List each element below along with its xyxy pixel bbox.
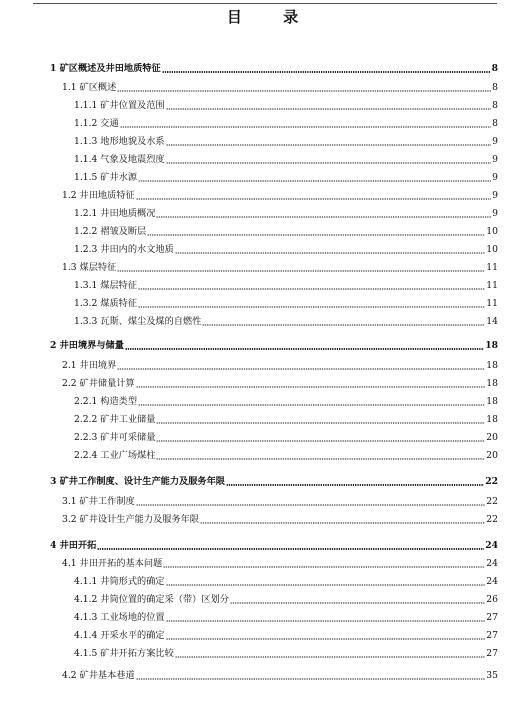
dot-leader (175, 247, 485, 254)
toc-entry[interactable] (50, 62, 498, 76)
toc-entry-page: 22 (486, 496, 498, 507)
toc-entry[interactable] (62, 513, 498, 527)
toc-entry-page: 20 (486, 432, 498, 443)
toc-entry[interactable] (62, 495, 498, 509)
toc-entry-page: 9 (492, 208, 498, 219)
toc-entry-title: 1.1.2 交通 (74, 118, 119, 129)
toc-entry-page: 20 (486, 450, 498, 461)
toc-entry-title: 4.1.1 井筒形式的确定 (74, 576, 165, 587)
toc-entry[interactable] (74, 99, 498, 113)
toc-entry-title: 1.2.1 井田地质概况 (74, 208, 156, 219)
toc-entry[interactable] (74, 593, 498, 607)
toc-entry-page: 18 (486, 378, 498, 389)
dot-leader (230, 597, 485, 604)
dot-leader (138, 175, 491, 182)
toc-entry-page: 9 (492, 190, 498, 201)
toc-entry[interactable] (74, 279, 498, 293)
toc-entry[interactable] (74, 243, 498, 257)
toc-entry-page: 22 (486, 514, 498, 525)
toc-entry-title: 3 矿井工作制度、设计生产能力及服务年限 (50, 476, 225, 487)
toc-entry-page: 11 (486, 298, 498, 309)
toc-entry-page: 11 (486, 262, 498, 273)
dot-leader (117, 265, 485, 272)
toc-entry-title: 2.2.2 矿井工业储量 (74, 414, 156, 425)
toc-entry[interactable] (62, 557, 498, 571)
toc-entry-title: 4.1.3 工业场地的位置 (74, 612, 165, 623)
toc-entry-page: 10 (486, 244, 498, 255)
toc-entry[interactable] (50, 339, 498, 353)
dot-leader (138, 301, 485, 308)
toc-entry-title: 1.3.1 煤层特征 (74, 280, 138, 291)
dot-leader (202, 319, 485, 326)
toc-entry-title: 1.2.2 褶皱及断层 (74, 226, 147, 237)
toc-entry[interactable] (50, 475, 498, 489)
toc-entry-title: 2.2.4 工业广场煤柱 (74, 450, 156, 461)
toc-entry[interactable] (74, 431, 498, 445)
toc-entry[interactable] (74, 315, 498, 329)
toc-entry[interactable] (62, 359, 498, 373)
dot-leader (97, 543, 484, 550)
toc-entry-page: 22 (485, 476, 498, 487)
toc-entry-page: 8 (492, 100, 498, 111)
dot-leader (166, 633, 486, 640)
toc-entry-page: 18 (486, 360, 498, 371)
toc-entry-page: 8 (492, 118, 498, 129)
toc-entry[interactable] (74, 647, 498, 661)
toc-entry-title: 4 井田开拓 (50, 540, 97, 551)
dot-leader (163, 561, 485, 568)
toc-entry-page: 26 (486, 594, 498, 605)
toc-entry-title: 1.1 矿区概述 (62, 82, 117, 93)
toc-entry[interactable] (74, 171, 498, 185)
dot-leader (138, 399, 485, 406)
toc-entry-title: 2 井田境界与储量 (50, 340, 124, 351)
toc-entry-title: 2.2.3 矿井可采储量 (74, 432, 156, 443)
toc-entry-page: 8 (492, 82, 498, 93)
dot-leader (117, 85, 491, 92)
toc-entry-title: 4.1.4 开采水平的确定 (74, 630, 165, 641)
toc-entry[interactable] (74, 153, 498, 167)
toc-entry-page: 18 (485, 340, 498, 351)
toc-entry-title: 1.1.4 气象及地震烈度 (74, 154, 165, 165)
toc-entry[interactable] (62, 377, 498, 391)
toc-entry[interactable] (74, 297, 498, 311)
dot-leader (162, 66, 491, 73)
dot-leader (120, 121, 491, 128)
toc-entry[interactable] (74, 395, 498, 409)
toc-entry-page: 27 (486, 648, 498, 659)
toc-entry-title: 1.1.1 矿井位置及范围 (74, 100, 165, 111)
dot-leader (166, 139, 491, 146)
toc-entry-page: 10 (486, 226, 498, 237)
dot-leader (226, 479, 484, 486)
toc-entry[interactable] (74, 207, 498, 221)
toc-entry[interactable] (62, 189, 498, 203)
toc-entry-page: 18 (486, 414, 498, 425)
toc-entry-page: 27 (486, 630, 498, 641)
toc-entry[interactable] (74, 135, 498, 149)
toc-entry-page: 27 (486, 612, 498, 623)
toc-entry-title: 1.3 煤层特征 (62, 262, 117, 273)
toc-entry-title: 1.1.5 矿井水源 (74, 172, 138, 183)
toc-entry-title: 1.2 井田地质特征 (62, 190, 135, 201)
toc-entry-title: 4.1.2 井筒位置的确定采（带）区划分 (74, 594, 229, 605)
dot-leader (156, 211, 491, 218)
dot-leader (166, 579, 486, 586)
toc-entry-title: 4.1.5 矿井开拓方案比较 (74, 648, 174, 659)
dot-leader (156, 435, 485, 442)
dot-leader (136, 193, 491, 200)
toc-entry-page: 9 (492, 154, 498, 165)
toc-entry[interactable] (74, 629, 498, 643)
toc-entry-page: 24 (485, 540, 498, 551)
dot-leader (136, 673, 486, 680)
dot-leader (117, 363, 485, 370)
toc-entry-title: 2.1 井田境界 (62, 360, 117, 371)
toc-entry-title: 4.1 井田开拓的基本问题 (62, 558, 163, 569)
toc-entry[interactable] (74, 117, 498, 131)
dot-leader (156, 417, 485, 424)
toc-entry-title: 1.2.3 井田内的水文地质 (74, 244, 174, 255)
toc-entry-title: 3.1 矿井工作制度 (62, 496, 135, 507)
dot-leader (125, 343, 484, 350)
toc-entry-page: 8 (491, 63, 498, 74)
dot-leader (175, 651, 485, 658)
toc-entry-title: 1 矿区概述及井田地质特征 (50, 63, 161, 74)
dot-leader (136, 381, 486, 388)
dot-leader (200, 517, 485, 524)
toc-entry-title: 3.2 矿井设计生产能力及服务年限 (62, 514, 199, 525)
toc-entry[interactable] (62, 261, 498, 275)
toc-entry-page: 14 (486, 316, 498, 327)
toc-entry[interactable] (74, 413, 498, 427)
toc-entry-title: 4.2 矿井基本巷道 (62, 670, 135, 681)
toc-entry-page: 24 (486, 558, 498, 569)
toc-entry-page: 35 (486, 670, 498, 681)
toc-entry[interactable] (74, 225, 498, 239)
dot-leader (156, 453, 485, 460)
toc-entry[interactable] (50, 539, 498, 553)
toc-entry[interactable] (74, 611, 498, 625)
page-title: 目 录 (226, 8, 317, 26)
dot-leader (166, 157, 491, 164)
toc-entry[interactable] (74, 575, 498, 589)
toc-entry[interactable] (62, 81, 498, 95)
toc-entry-page: 9 (492, 136, 498, 147)
toc-entry-title: 2.2.1 构造类型 (74, 396, 138, 407)
page-top-rule (33, 3, 497, 4)
dot-leader (138, 283, 485, 290)
dot-leader (136, 499, 486, 506)
toc-entry-page: 18 (486, 396, 498, 407)
toc-entry-title: 2.2 矿井储量计算 (62, 378, 135, 389)
toc-entry[interactable] (74, 449, 498, 463)
toc-entry-title: 1.1.3 地形地貌及水系 (74, 136, 165, 147)
dot-leader (147, 229, 485, 236)
toc-entry-page: 24 (486, 576, 498, 587)
toc-entry-page: 11 (486, 280, 498, 291)
dot-leader (166, 103, 491, 110)
toc-entry-title: 1.3.2 煤质特征 (74, 298, 138, 309)
toc-entry-page: 9 (492, 172, 498, 183)
toc-entry-title: 1.3.3 瓦斯、煤尘及煤的自燃性 (74, 316, 202, 327)
toc-entry[interactable] (62, 669, 498, 683)
dot-leader (166, 615, 486, 622)
